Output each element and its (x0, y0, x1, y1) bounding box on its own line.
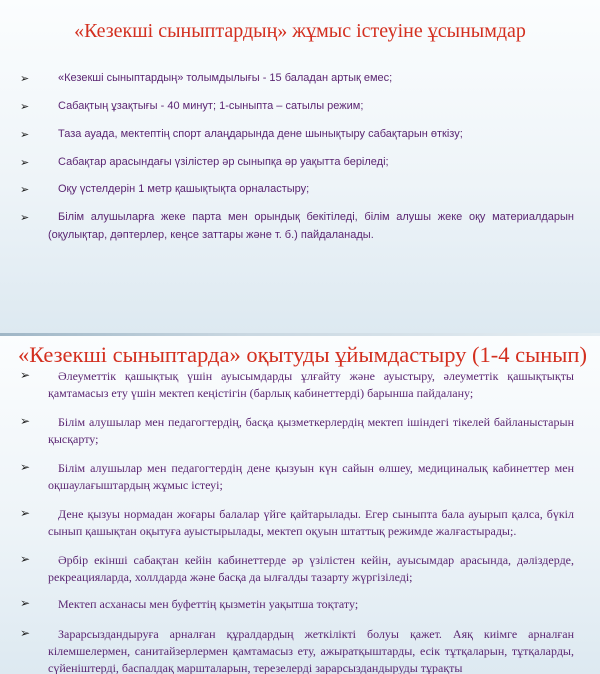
slide-title: «Кезекші сыныптардың» жұмыс істеуіне ұсынымдар (74, 20, 526, 42)
list-item: Әрбір екінші сабақтан кейін кабинеттерде әр үзілістен кейін, ауысымдар арасында, дәліздерде, рекреацияларда, холлдарда және басқа да ылғалды тазарту жүргізіледі; (48, 553, 574, 584)
list-item: Білім алушыларға жеке парта мен орындық бекітіледі, білім алушы жеке оқу материалдарын (оқулықтар, дәптерлер, кеңсе заттары және т. б.) пайдаланады. (48, 211, 574, 241)
list-item: Оқу үстелдерін 1 метр қашықтықта орналастыру; (58, 183, 310, 195)
arrowhead-bullet-icon: ➢ (20, 183, 30, 196)
list-item: Сабақтар арасындағы үзілістер әр сыныпқа әр уақытта беріледі; (58, 156, 389, 168)
arrowhead-bullet-icon: ➢ (20, 100, 30, 113)
arrowhead-bullet-icon: ➢ (20, 626, 31, 640)
list-item: Білім алушылар мен педагогтердің, басқа қызметкерлердің мектеп ішіндегі тікелей байланыстарын қысқарту; (48, 415, 574, 446)
list-item: Мектеп асханасы мен буфеттің қызметін уақытша тоқтату; (58, 597, 359, 611)
arrowhead-bullet-icon: ➢ (20, 552, 31, 566)
list-item: Әлеуметтік қашықтық үшін ауысымдарды ұлғайту және ауыстыру, әлеуметтік қашықтықты қамтамасыз ету үшін мектеп кеңістігін (барлық кабинеттерді) барынша пайдалану; (48, 369, 574, 400)
arrowhead-bullet-icon: ➢ (20, 414, 31, 428)
arrowhead-bullet-icon: ➢ (20, 460, 31, 474)
slide-organization (0, 336, 600, 674)
arrowhead-bullet-icon: ➢ (20, 506, 31, 520)
list-item: «Кезекші сыныптардың» толымдылығы - 15 баладан артық емес; (58, 72, 393, 84)
arrowhead-bullet-icon: ➢ (20, 211, 30, 224)
arrowhead-bullet-icon: ➢ (20, 128, 30, 141)
arrowhead-bullet-icon: ➢ (20, 596, 31, 610)
arrowhead-bullet-icon: ➢ (20, 368, 31, 382)
arrowhead-bullet-icon: ➢ (20, 72, 30, 85)
list-item: Дене қызуы нормадан жоғары балалар үйге қайтарылады. Егер сыныпта бала ауырып қалса, бүкіл сынып қашықтан оқытуға ауыстырылады, мектеп оқуын штаттық режимде жалғастырады;. (48, 507, 574, 538)
arrowhead-bullet-icon: ➢ (20, 156, 30, 169)
list-item: Таза ауада, мектептің спорт алаңдарында дене шынықтыру сабақтарын өткізу; (58, 128, 463, 140)
list-item: Сабақтың ұзақтығы - 40 минут; 1-сыныпта – сатылы режим; (58, 100, 364, 112)
list-item: Білім алушылар мен педагогтердің дене қызуын күн сайын өлшеу, медициналық кабинеттер мен оқшаулағыштардың жұмыс істеуі; (48, 461, 574, 492)
list-item: Зарарсыздандыруға арналған құралдардың жеткілікті болуы қажет. Аяқ киімге арналған кілемшелермен, санитайзерлермен қамтамасыз ету, ажыратқыштарды, есік тұтқаларын, тұтқаларды, сүйеніштерді, баспалдақ маршталарын, терезелерді зарарсыздандыруды тұрақты (48, 627, 574, 674)
slide-recommendations (0, 0, 600, 333)
slide-title: «Кезекші сыныптарда» оқытуды ұйымдастыру (1-4 сынып) (18, 342, 587, 367)
